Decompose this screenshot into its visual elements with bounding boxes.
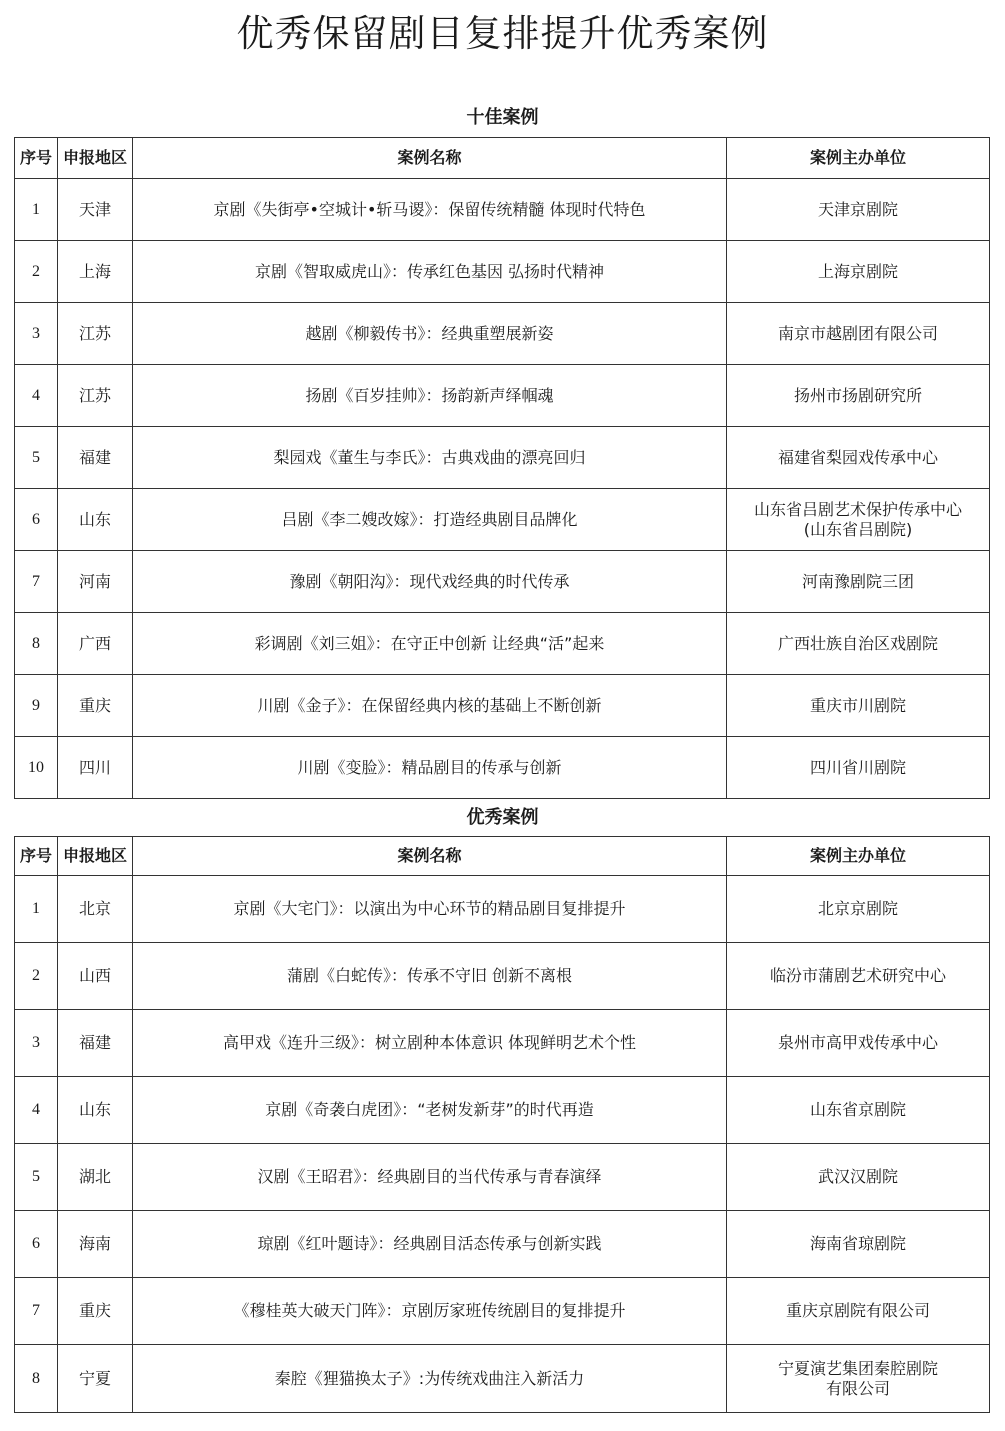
table-row [15,1144,990,1211]
table-row [15,613,990,675]
table-row [15,1077,990,1144]
row-unit: 重庆市川剧院 [727,675,990,737]
row-no: 7 [15,551,58,613]
row-region: 湖北 [58,1144,133,1211]
row-unit: 临汾市蒲剧艺术研究中心 [727,943,990,1010]
row-unit-line2: 有限公司 [825,1378,890,1398]
row-no: 5 [15,427,58,489]
row-unit-line1: 宁夏演艺集团秦腔剧院 [777,1358,938,1378]
table-header-row [15,837,990,876]
row-no: 2 [15,943,58,1010]
row-case: 吕剧《李二嫂改嫁》：打造经典剧目品牌化 [133,489,727,551]
row-case: 京剧《奇袭白虎团》：“老树发新芽”的时代再造 [133,1077,727,1144]
row-no: 2 [15,241,58,303]
row-unit: 福建省梨园戏传承中心 [727,427,990,489]
table-row [15,365,990,427]
row-case: 川剧《金子》：在保留经典内核的基础上不断创新 [133,675,727,737]
row-no: 7 [15,1278,58,1345]
row-case: 琼剧《红叶题诗》：经典剧目活态传承与创新实践 [133,1211,727,1278]
table-row [15,489,990,551]
row-no: 5 [15,1144,58,1211]
row-case: 豫剧《朝阳沟》：现代戏经典的时代传承 [133,551,727,613]
row-unit: 北京京剧院 [727,876,990,943]
table-row [15,551,990,613]
header-no: 序号 [15,837,58,876]
row-region: 山东 [58,1077,133,1144]
row-region: 江苏 [58,303,133,365]
row-region: 四川 [58,737,133,799]
row-region: 福建 [58,427,133,489]
row-no: 1 [15,179,58,241]
row-region: 江苏 [58,365,133,427]
table-row [15,737,990,799]
table-row [15,943,990,1010]
row-case: 越剧《柳毅传书》：经典重塑展新姿 [133,303,727,365]
row-region: 重庆 [58,1278,133,1345]
table-row [15,179,990,241]
row-case: 高甲戏《连升三级》：树立剧种本体意识 体现鲜明艺术个性 [133,1010,727,1077]
section-title-top-ten: 十佳案例 [466,107,539,128]
top-ten-table [14,137,990,799]
row-region: 重庆 [58,675,133,737]
row-case: 彩调剧《刘三姐》：在守正中创新 让经典“活”起来 [133,613,727,675]
header-region: 申报地区 [58,837,133,876]
row-no: 3 [15,1010,58,1077]
row-unit: 扬州市扬剧研究所 [727,365,990,427]
row-no: 6 [15,1211,58,1278]
row-unit: 海南省琼剧院 [727,1211,990,1278]
row-region: 河南 [58,551,133,613]
row-unit [727,1345,990,1413]
header-case: 案例名称 [133,837,727,876]
header-region: 申报地区 [58,138,133,179]
row-unit: 天津京剧院 [727,179,990,241]
table-row [15,1345,990,1413]
table-row [15,1010,990,1077]
header-case: 案例名称 [133,138,727,179]
table-row [15,1278,990,1345]
row-case: 秦腔《狸猫换太子》:为传统戏曲注入新活力 [133,1345,727,1413]
row-no: 9 [15,675,58,737]
header-unit: 案例主办单位 [727,837,990,876]
row-no: 4 [15,1077,58,1144]
row-unit: 上海京剧院 [727,241,990,303]
row-region: 山西 [58,943,133,1010]
row-no: 8 [15,1345,58,1413]
row-region: 上海 [58,241,133,303]
row-unit [727,489,990,551]
row-region: 广西 [58,613,133,675]
row-case: 《穆桂英大破天门阵》：京剧厉家班传统剧目的复排提升 [133,1278,727,1345]
row-case: 扬剧《百岁挂帅》：扬韵新声绎帼魂 [133,365,727,427]
row-no: 6 [15,489,58,551]
section-title-excellent: 优秀案例 [466,807,539,828]
row-no: 1 [15,876,58,943]
row-case: 汉剧《王昭君》：经典剧目的当代传承与青春演绎 [133,1144,727,1211]
row-region: 北京 [58,876,133,943]
table-row [15,675,990,737]
row-unit-line1: 山东省吕剧艺术保护传承中心 [753,499,962,519]
row-region: 宁夏 [58,1345,133,1413]
row-unit: 泉州市高甲戏传承中心 [727,1010,990,1077]
table-row [15,427,990,489]
row-unit: 重庆京剧院有限公司 [727,1278,990,1345]
row-region: 福建 [58,1010,133,1077]
row-case: 京剧《失街亭•空城计•斩马谡》：保留传统精髓 体现时代特色 [133,179,727,241]
table-row [15,241,990,303]
row-region: 天津 [58,179,133,241]
row-unit-line2: (山东省吕剧院) [803,519,913,539]
row-case: 蒲剧《白蛇传》：传承不守旧 创新不离根 [133,943,727,1010]
row-unit: 四川省川剧院 [727,737,990,799]
header-no: 序号 [15,138,58,179]
row-unit: 广西壮族自治区戏剧院 [727,613,990,675]
row-no: 8 [15,613,58,675]
row-case: 川剧《变脸》：精品剧目的传承与创新 [133,737,727,799]
row-case: 京剧《大宅门》：以演出为中心环节的精品剧目复排提升 [133,876,727,943]
excellent-table [14,836,990,1413]
row-unit: 河南豫剧院三团 [727,551,990,613]
row-region: 海南 [58,1211,133,1278]
table-header-row [15,138,990,179]
page-title: 优秀保留剧目复排提升优秀案例 [236,12,769,55]
row-unit: 南京市越剧团有限公司 [727,303,990,365]
row-no: 3 [15,303,58,365]
row-no: 4 [15,365,58,427]
table-row [15,303,990,365]
row-unit: 山东省京剧院 [727,1077,990,1144]
row-case: 梨园戏《董生与李氏》：古典戏曲的漂亮回归 [133,427,727,489]
row-unit: 武汉汉剧院 [727,1144,990,1211]
table-row [15,1211,990,1278]
row-case: 京剧《智取威虎山》：传承红色基因 弘扬时代精神 [133,241,727,303]
table-row [15,876,990,943]
row-no: 10 [15,737,58,799]
header-unit: 案例主办单位 [727,138,990,179]
row-region: 山东 [58,489,133,551]
